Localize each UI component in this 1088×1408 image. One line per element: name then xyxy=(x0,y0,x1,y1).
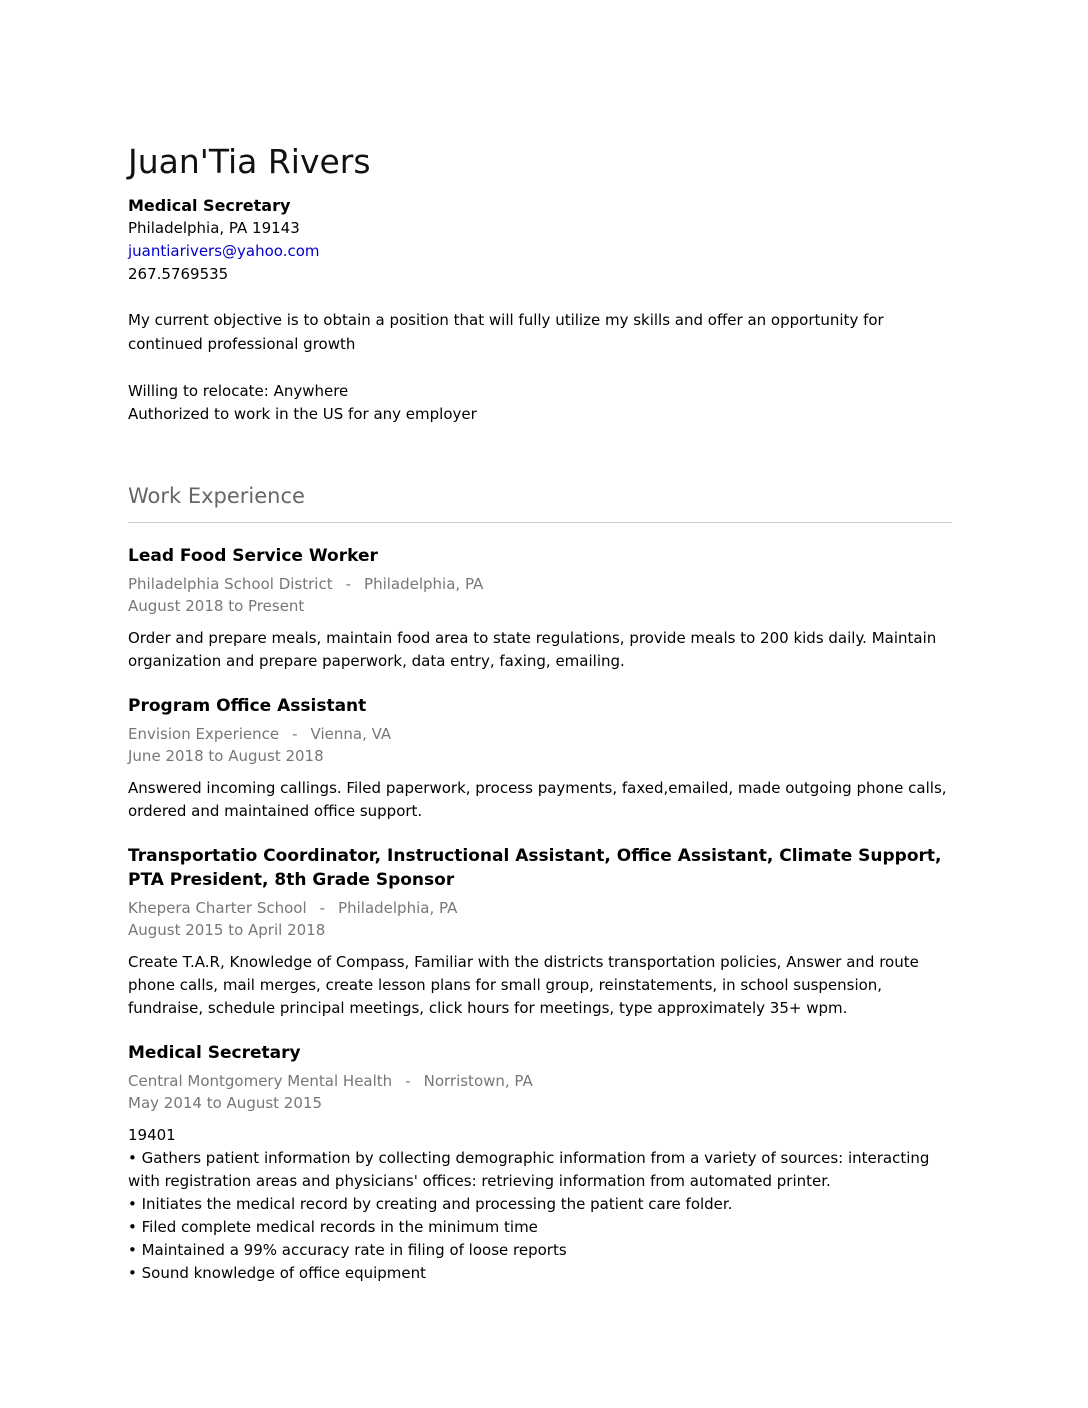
job-description-line: • Initiates the medical record by creating and processing the patient care folder. xyxy=(128,1195,733,1214)
relocate-line: Willing to relocate: Anywhere xyxy=(128,382,349,401)
section-divider xyxy=(128,522,952,523)
job-company-line xyxy=(128,1070,952,1092)
company-location-separator: - xyxy=(319,899,326,918)
company-location-separator: - xyxy=(292,725,298,744)
job-entry-medical-secretary xyxy=(128,1041,952,1285)
job-company-line xyxy=(128,573,952,595)
job-entry-transportatio-coordinator xyxy=(128,844,952,1020)
candidate-job-title: Medical Secretary xyxy=(128,196,291,216)
candidate-phone: 267.5769535 xyxy=(128,265,229,284)
job-dates: August 2018 to Present xyxy=(128,597,305,616)
authorization-line: Authorized to work in the US for any employer xyxy=(128,405,477,424)
job-dates: May 2014 to August 2015 xyxy=(128,1094,322,1113)
work-experience-section xyxy=(128,484,952,1285)
company-location-separator: - xyxy=(405,1072,411,1091)
job-location: Philadelphia, PA xyxy=(338,899,458,918)
candidate-name: Juan'Tia Rivers xyxy=(128,142,371,181)
candidate-location: Philadelphia, PA 19143 xyxy=(128,219,300,238)
job-description xyxy=(128,1124,952,1285)
job-dates: August 2015 to April 2018 xyxy=(128,921,326,940)
job-description: Order and prepare meals, maintain food area to state regulations, provide meals to 200 kids daily. Maintain organization and prepare paperwork, data entry, faxing, emailing. xyxy=(128,629,937,671)
job-description-line: • Gathers patient information by collecting demographic information from a variety of sources: interacting with registration areas and physicians' offices: retrieving information from automated printer. xyxy=(128,1149,930,1191)
job-company-line xyxy=(128,897,952,919)
job-company: Central Montgomery Mental Health xyxy=(128,1072,393,1091)
job-entry-lead-food-service-worker xyxy=(128,544,952,673)
job-location: Philadelphia, PA xyxy=(364,575,484,594)
job-company: Envision Experience xyxy=(128,725,280,744)
work-experience-heading: Work Experience xyxy=(128,484,305,509)
preferences-block xyxy=(128,380,952,426)
job-description-line: 19401 xyxy=(128,1126,176,1145)
company-location-separator: - xyxy=(345,575,352,594)
objective-text: My current objective is to obtain a position that will fully utilize my skills and offer an opportunity for continued professional growth xyxy=(128,311,884,354)
job-title: Program Office Assistant xyxy=(128,696,367,717)
job-description-line: • Maintained a 99% accuracy rate in filing of loose reports xyxy=(128,1241,567,1260)
resume-header xyxy=(128,144,952,286)
job-location: Norristown, PA xyxy=(423,1072,533,1091)
job-location: Vienna, VA xyxy=(310,725,392,744)
job-description-line: • Filed complete medical records in the minimum time xyxy=(128,1218,538,1237)
job-description: Create T.A.R, Knowledge of Compass, Familiar with the districts transportation policies, Answer and route phone calls, mail merges, create lesson plans for small group, reinstatements, in school suspension, fundraise, schedule principal meetings, click hours for meetings, type approximately 35+ wpm. xyxy=(128,953,919,1018)
job-description-line: • Sound knowledge of office equipment xyxy=(128,1264,427,1283)
job-company-line xyxy=(128,723,952,745)
job-company: Philadelphia School District xyxy=(128,575,333,594)
job-title: Lead Food Service Worker xyxy=(128,546,378,567)
job-title: Medical Secretary xyxy=(128,1043,301,1064)
job-company: Khepera Charter School xyxy=(128,899,307,918)
email-link[interactable]: juantiarivers@yahoo.com xyxy=(128,242,320,261)
job-title: Transportatio Coordinator, Instructional Assistant, Office Assistant, Climate Support, PTA President, 8th Grade Sponsor xyxy=(128,846,942,891)
job-entry-program-office-assistant xyxy=(128,694,952,823)
job-description: Answered incoming callings. Filed paperwork, process payments, faxed,emailed, made outgoing phone calls, ordered and maintained office support. xyxy=(128,779,947,821)
job-dates: June 2018 to August 2018 xyxy=(128,747,324,766)
